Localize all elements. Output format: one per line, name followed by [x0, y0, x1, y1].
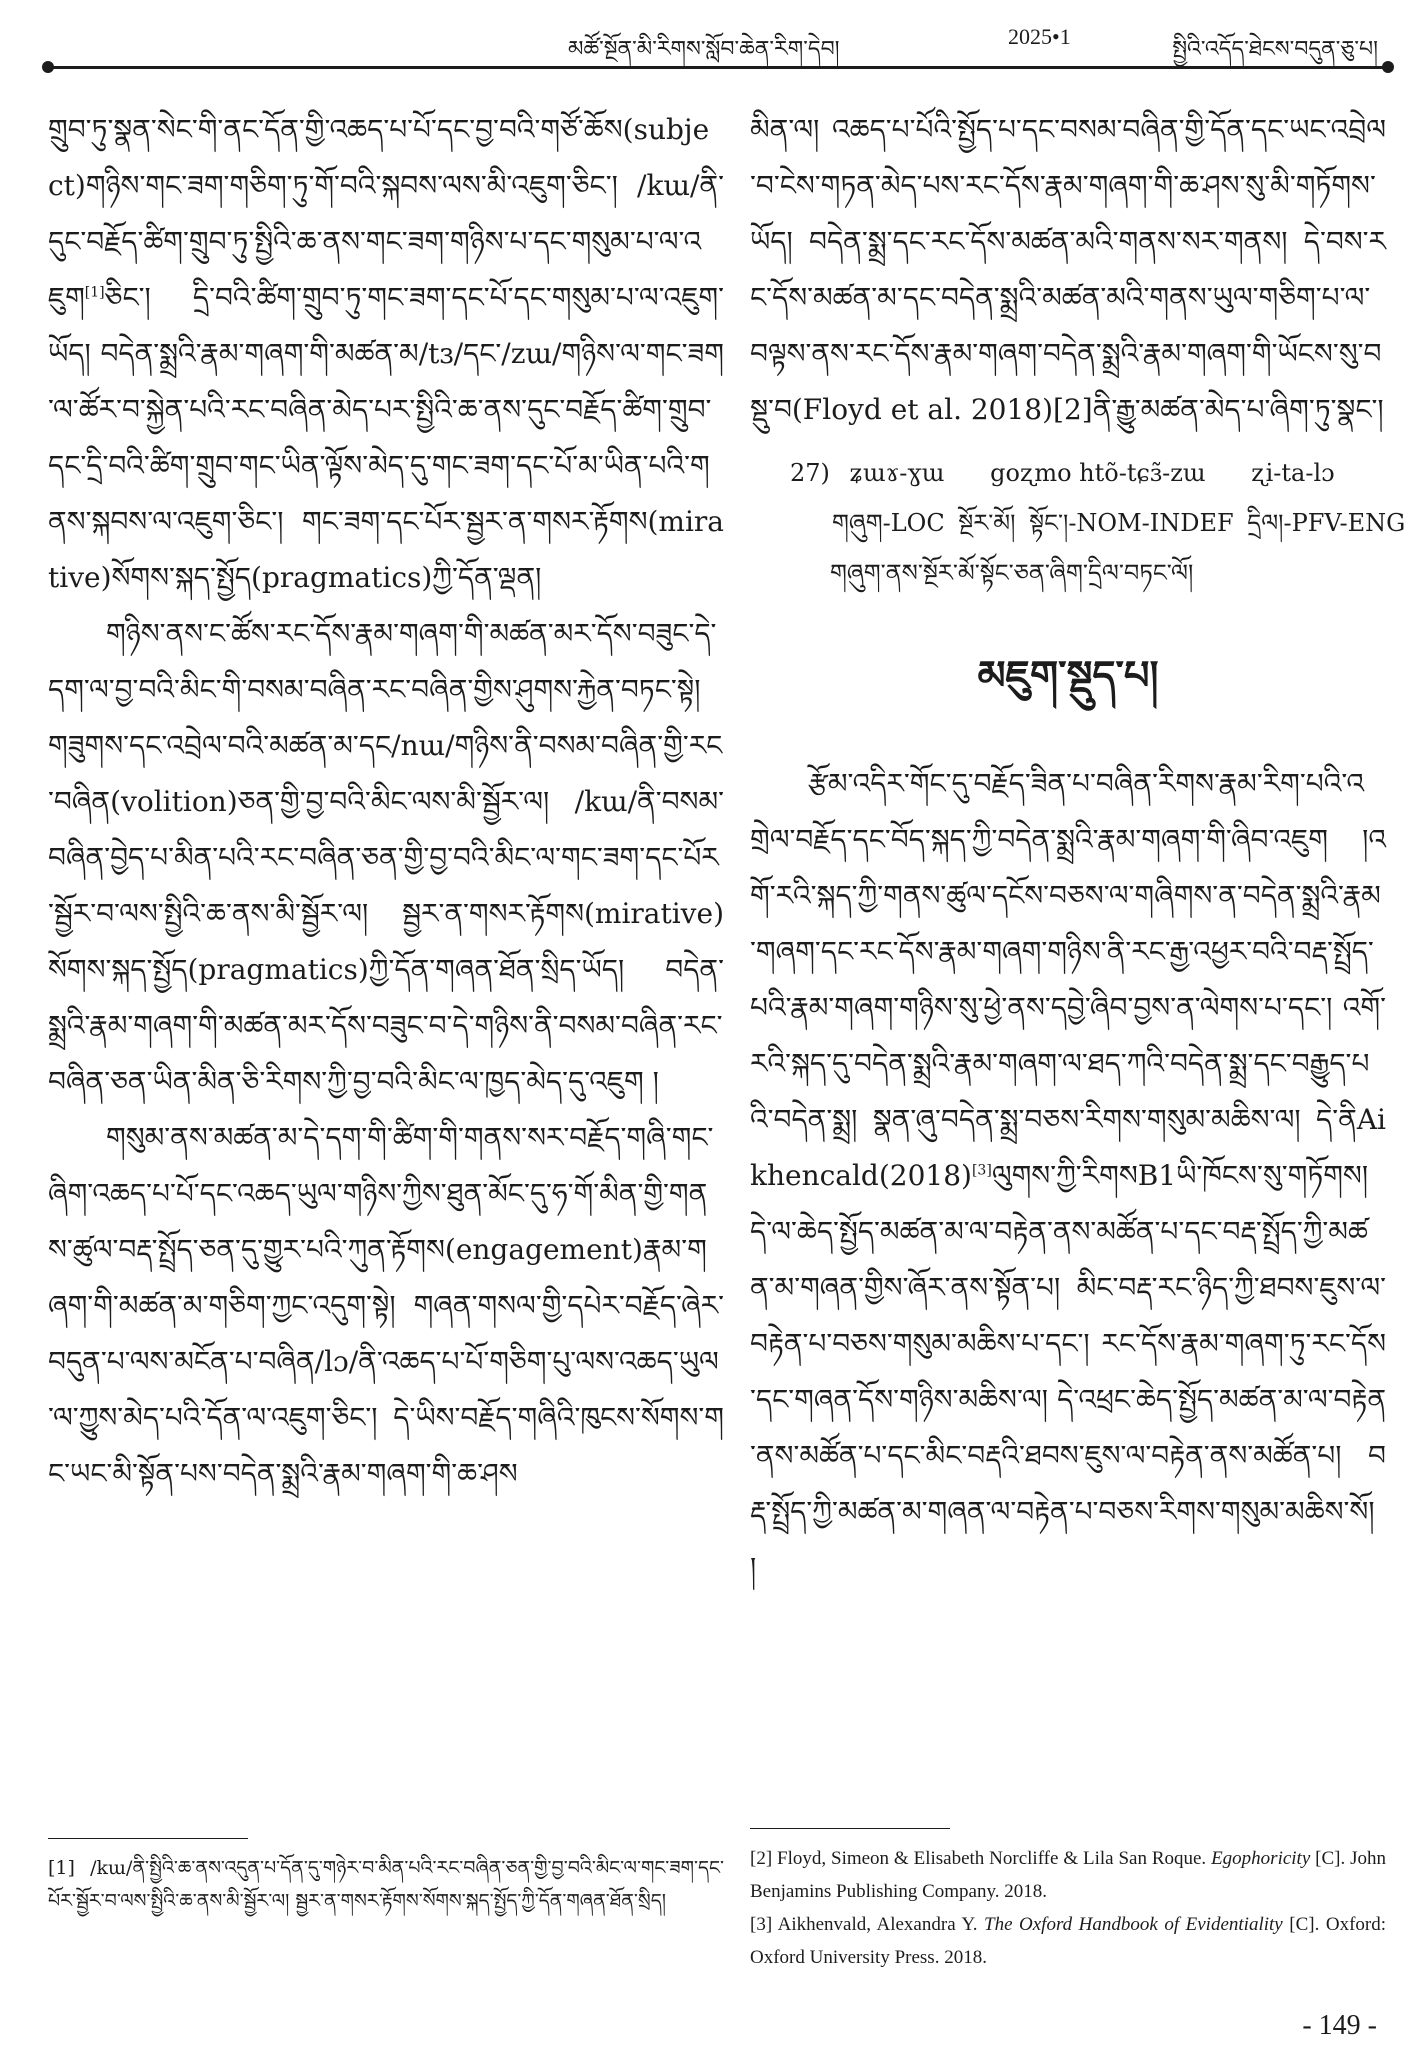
footnote-authors: [3] Aikhenvald, Alexandra Y. — [750, 1914, 978, 1935]
section-heading: མཇུག་སྡུད་པ། — [977, 652, 1159, 699]
footnote-authors: [2] Floyd, Simeon & Elisabeth Norcliffe & Lila San Roque. — [750, 1848, 1207, 1869]
paragraph: གསུམ་ནས་མཚན་མ་དེ་དག་གི་ཚིག་གི་གནས་སར་བརྗོད་གཞི་གང་ཞིག་འཆད་པ་པོ་དང་འཆད་ཡུལ་གཉིས་ཀྱིས་ཐུན་མོང་དུ་ཧ་གོ་མིན་གྱི་གནས་ཚུལ་བརྡ་སྤྲོད་ཅན་དུ་གྱུར་པའི་ཀུན་རྟོགས(engagement)རྣམ་གཞག་གི་མཚན་མ་གཅིག་ཀྱང་འདུག་སྟེ། གཞན་གསལ་གྱི་དཔེར་བརྗོད་ཞེར་བདུན་པ་ལས་མངོན་པ་བཞིན/lɔ/ནི་འཆད་པ་པོ་གཅིག་པུ་ལས་འཆད་ཡུལ་ལ་ཀྱུས་མེད་པའི་དོན་ལ་འཇུག་ཅིང་། དེ་ཡིས་བརྗོད་གཞིའི་ཁུངས་སོགས་གང་ཡང་མི་སྟོན་པས་བདེན་སྨྲའི་རྣམ་གཞག་གི་ཆ་ཤས — [48, 1121, 724, 1490]
footnote-2 — [750, 1842, 1386, 1908]
paragraph-text: ཅིང་། དྲི་བའི་ཚིག་གྲུབ་ཏུ་གང་ཟག་དང་པོ་དང་གསུམ་པ་ལ་འཇུག་ཡོད། བདེན་སྨྲའི་རྣམ་གཞག་གི་མཚན་མ/tɜ/དང་/zɯ/གཉིས་ལ་གང་ཟག་ལ་ཚོར་བ་སྐྱེན་པའི་རང་བཞིན་མེད་པར་སྤྱིའི་ཆ་ནས་དུང་བརྗོད་ཚིག་གྲུབ་དང་དྲི་བའི་ཚིག་གྲུབ་གང་ཡིན་ལྟོས་མེད་དུ་གང་ཟག་དང་པོ་མ་ཡིན་པའི་གནས་སྐབས་ལ་འཇུག་ཅིང་། གང་ཟག་དང་པོར་སྦྱར་ན་གསར་རྟོགས(mirative)སོགས་སྐད་སྤྱོད(pragmatics)ཀྱི་དོན་ལྡན། — [48, 281, 724, 594]
example-transcription — [790, 448, 1386, 498]
header-rule — [48, 66, 1388, 69]
right-column — [750, 102, 1406, 1596]
example-word: goʐmo htõ-tɕɜ̃-zɯ — [990, 459, 1206, 487]
footnote-rule-right — [750, 1828, 950, 1829]
paragraph — [750, 756, 1386, 1596]
journal-title: མཚོ་སྔོན་མི་རིགས་སློབ་ཆེན་རིག་དེབ། — [568, 37, 840, 62]
example-translation: གཞུག་ནས་སྔོར་མོ་སྟོང་ཅན་ཞིག་དྲིལ་བཏང་ལོ། — [830, 559, 1194, 587]
footnote-rule-left — [48, 1838, 248, 1839]
page-number: - 149 - — [1302, 2010, 1377, 2041]
running-header — [48, 0, 1388, 70]
paragraph — [48, 102, 724, 606]
footnote-1: [1] /kɯ/ནི་སྤྱིའི་ཆ་ནས་འདུན་པ་དོན་དུ་གཉེར་བ་མིན་པའི་རང་བཞིན་ཅན་གྱི་བྱ་བའི་མིང་ལ་གང་ཟག་དང་པོར་སྦྱོར་བ་ལས་སྤྱིའི་ཆ་ནས་མི་སྦྱོར་ལ། སྦྱར་ན་གསར་རྟོགས་སོགས་སྐད་སྤྱོད་ཀྱི་དོན་གཞན་ཐོན་སྲིད། — [48, 1857, 724, 1912]
paragraph: གཉིས་ནས་ང་ཚོས་རང་དོས་རྣམ་གཞག་གི་མཚན་མར་དོས་བཟུང་དེ་དག་ལ་བྱ་བའི་མིང་གི་བསམ་བཞིན་རང་བཞིན་གྱིས་ཤུགས་རྐྱེན་བཏང་སྟེ། གཟུགས་དང་འབྲེལ་བའི་མཚན་མ་དང/nɯ/གཉིས་ནི་བསམ་བཞིན་གྱི་རང་བཞིན(volition)ཅན་གྱི་བྱ་བའི་མིང་ལས་མི་སྦྱོར་ལ། /kɯ/ནི་བསམ་བཞིན་བྱེད་པ་མིན་པའི་རང་བཞིན་ཅན་གྱི་བྱ་བའི་མིང་ལ་གང་ཟག་དང་པོར་སྦྱོར་བ་ལས་སྤྱིའི་ཆ་ནས་མི་སྦྱོར་ལ། སྦྱར་ན་གསར་རྟོགས(mirative)སོགས་སྐད་སྤྱོད(pragmatics)ཀྱི་དོན་གཞན་ཐོན་སྲིད་ཡོད། བདེན་སྨྲའི་རྣམ་གཞག་གི་མཚན་མར་དོས་བཟུང་བ་དེ་གཉིས་ནི་བསམ་བཞིན་རང་བཞིན་ཅན་ཡིན་མིན་ཅི་རིགས་ཀྱི་བྱ་བའི་མིང་ལ་ཁྱད་མེད་དུ་འཇུག ། — [48, 617, 724, 1098]
example-27 — [790, 448, 1406, 598]
footnotes-right — [750, 1842, 1386, 1974]
example-gloss: གཞུག-LOC སྔོར་མོ། སྟོང་།-NOM-INDEF དྲིལ།-PFV-ENG — [832, 509, 1406, 537]
header-rule-dot-right — [1382, 61, 1394, 73]
paragraph: མིན་ལ། འཆད་པ་པོའི་སྤྱོད་པ་དང་བསམ་བཞིན་གྱི་དོན་དང་ཡང་འབྲེལ་བ་ངེས་གཏན་མེད་པས་རང་དོས་རྣམ་གཞག་གི་ཆ་ཤས་སུ་མི་གཏོགས་ཡོད། བདེན་སྨྲ་དང་རང་དོས་མཚན་མའི་གནས་སར་གནས། དེ་བས་རང་དོས་མཚན་མ་དང་བདེན་སྨྲའི་མཚན་མའི་གནས་ཡུལ་གཅིག་པ་ལ་བལྟས་ནས་རང་དོས་རྣམ་གཞག་བདེན་སྨྲའི་རྣམ་གཞག་གི་ཡོངས་སུ་བསྡུ་བ(Floyd et al. 2018)[2]ནི་རྒྱུ་མཚན་མེད་པ་ཞིག་ཏུ་སྣང་། — [750, 113, 1386, 426]
footnote-title: The Oxford Handbook of Evidentiality — [984, 1914, 1283, 1935]
section-title: སྤྱིའི་འདོད་ཐེངས་བདུན་ཅུ་པ། — [1172, 37, 1378, 62]
header-rule-dot-left — [42, 61, 54, 73]
paragraph-text: རྩོམ་འདིར་གོང་དུ་བརྗོད་ཟིན་པ་བཞིན་རིགས་རྣམ་རིག་པའི་འགྲེལ་བརྗོད་དང་བོད་སྐད་ཀྱི་བདེན་སྨྲའི་རྣམ་གཞག་གི་ཞིབ་འཇུག །འགོ་རའི་སྐད་ཀྱི་གནས་ཚུལ་དངོས་བཅས་ལ་གཞིགས་ན་བདེན་སྨྲའི་རྣམ་གཞག་དང་རང་དོས་རྣམ་གཞག་གཉིས་ནི་རང་རྒྱ་འཕྱར་བའི་བརྡ་སྤྲོད་པའི་རྣམ་གཞག་གཉིས་སུ་ཕྱེ་ནས་དབྱེ་ཞིབ་བྱས་ན་ལེགས་པ་དང་། འགོ་རའི་སྐད་དུ་བདེན་སྨྲའི་རྣམ་གཞག་ལ་ཐད་ཀའི་བདེན་སྨྲ་དང་བརྒྱུད་པའི་བདེན་སྨྲ། སྣན་ཞུ་བདེན་སྨྲ་བཅས་རིགས་གསུམ་མཆིས་ལ། དེ་ནིAikhencald(2018) — [750, 767, 1386, 1192]
footnote-title: Egophoricity — [1211, 1848, 1311, 1869]
paragraph-text: གྲུབ་ཏུ་སྣན་སེང་གི་ནང་དོན་གྱི་འཆད་པ་པོ་དང་བྱ་བའི་གཙོ་ཆོས(subject)གཉིས་གང་ཟག་གཅིག་ཏུ་གོ་བའི་སྐབས་ལས་མི་འཇུག་ཅིང་། /kɯ/ནི་དུང་བརྗོད་ཚིག་གྲུབ་ཏུ་སྤྱིའི་ཆ་ནས་གང་ཟག་གཉིས་པ་དང་གསུམ་པ་ལ་འཇུག — [48, 113, 724, 314]
footnotes-left — [48, 1852, 724, 1918]
issue-number: 2025•1 — [1008, 24, 1071, 49]
footnote-publisher: [C]. Oxford: Oxford University Press. 2018. — [750, 1914, 1387, 1968]
footnote-3 — [750, 1908, 1386, 1974]
footnote-ref: [1] — [84, 284, 105, 301]
left-column — [48, 102, 724, 1502]
example-word: ʑɯɤ-ɣɯ — [849, 459, 945, 487]
footnote-ref: [3] — [971, 1162, 992, 1179]
footnote-publisher: [C]. John Benjamins Publishing Company. 2018. — [750, 1848, 1386, 1902]
example-number: 27) — [790, 459, 830, 487]
paragraph-text: ལུགས་ཀྱི་རིགསB1ཡི་ཁོངས་སུ་གཏོགས། དེ་ལ་ཆེད་སྤྱོད་མཚན་མ་ལ་བརྟེན་ནས་མཚོན་པ་དང་བརྡ་སྤྲོད་ཀྱི་མཚན་མ་གཞན་གྱིས་ཞོར་ནས་སྟོན་པ། མིང་བརྡ་རང་ཉིད་ཀྱི་ཐབས་ཇུས་ལ་བརྟེན་པ་བཅས་གསུམ་མཆིས་པ་དང་། རང་དོས་རྣམ་གཞག་ཏུ་རང་དོས་དང་གཞན་དོས་གཉིས་མཆིས་ལ། དེ་འཕྲང་ཆེད་སྤྱོད་མཚན་མ་ལ་བརྟེན་ནས་མཚོན་པ་དང་མིང་བརྡའི་ཐབས་ཇུས་ལ་བརྟེན་ནས་མཚོན་པ། བརྡ་སྤྲོད་ཀྱི་མཚན་མ་གཞན་ལ་བརྟེན་པ་བཅས་རིགས་གསུམ་མཆིས་སོ། ། — [750, 1159, 1386, 1584]
example-word: ʐi-ta-lɔ — [1251, 459, 1335, 487]
